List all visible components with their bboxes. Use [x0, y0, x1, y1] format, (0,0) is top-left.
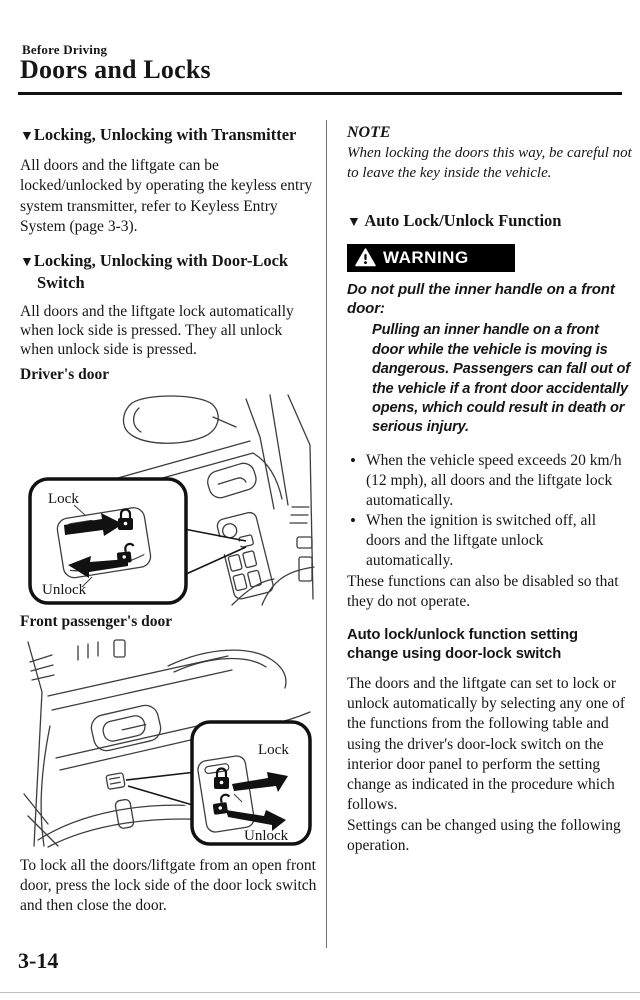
section-heading-text: Locking, Unlocking with Door-Lock Switch [33, 251, 289, 292]
bottom-rule [0, 992, 640, 993]
figure-lock-label: Lock [258, 741, 289, 758]
warning-triangle-icon [355, 248, 376, 267]
vent-slats [290, 507, 309, 523]
figure-lock-label: Lock [48, 490, 79, 507]
section-heading-text: Auto Lock/Unlock Function [364, 210, 562, 230]
mirror-outline [123, 396, 218, 443]
left-column [20, 124, 318, 930]
header-rule [18, 92, 622, 95]
section-marker-icon: ▼ [20, 129, 34, 144]
bullet-item: • When the ignition is switched off, all doors and the liftgate unlock automatically. [347, 511, 632, 571]
section-heading-auto-lock [347, 210, 632, 232]
bullet-item: • When the vehicle speed exceeds 20 km/h (12 mph), all doors and the liftgate lock automatically. [347, 451, 632, 511]
paragraph-lock-open-door: To lock all the doors/liftgate from an open front door, press the lock side of the door lock switch and then close the door. [20, 856, 317, 915]
drivers-door-illustration [20, 387, 318, 607]
door-handle [89, 703, 163, 753]
page-title: Doors and Locks [20, 55, 211, 84]
warning-lead: Do not pull the inner handle on a front door: [347, 280, 615, 317]
figure-caption-passengers-door: Front passenger's door [20, 612, 173, 630]
section-heading-text: Locking, Unlocking with Transmitter [33, 125, 297, 144]
passengers-door-illustration [20, 634, 318, 848]
warning-banner [347, 244, 515, 272]
figure-caption-drivers-door: Driver's door [20, 365, 110, 383]
section-marker-icon: ▼ [347, 214, 365, 230]
paragraph-door-lock-switch: All doors and the liftgate lock automatically when lock side is pressed. They all unlock when unlock side is pressed. [20, 303, 294, 358]
subheading-setting-change: Auto lock/unlock function setting change using door-lock switch [347, 627, 578, 663]
auto-lock-bullet-list [347, 451, 632, 572]
paragraph-disable-functions: These functions can also be disabled so that they do not operate. [347, 572, 619, 610]
section-heading-door-lock-switch [20, 250, 318, 293]
window-switch-panel [216, 511, 275, 600]
note-body: When locking the doors this way, be careful not to leave the key inside the vehicle. [347, 145, 632, 181]
figure-unlock-label: Unlock [42, 581, 87, 598]
column-divider [326, 120, 327, 948]
warning-body: Pulling an inner handle on a front door while the vehicle is moving is dangerous. Passengers can fall out of the vehicle if a front door accidentally opens, which could result in death or serious injury. [372, 322, 631, 436]
paragraph-transmitter: All doors and the liftgate can be locked/unlocked by operating the keyless entry system transmitter, refer to Keyless Entry System (page 3-3). [20, 156, 313, 235]
note-heading: NOTE [347, 124, 391, 141]
section-heading-transmitter [20, 124, 318, 146]
figure-unlock-label: Unlock [244, 827, 289, 844]
door-handle [205, 460, 259, 500]
paragraph-setting-change: The doors and the liftgate can set to lock or unlock automatically by selecting any one of the functions from the following table and using the driver's door-lock switch on the interior door panel to perform the setting change as indicated in the procedure which follows. [347, 674, 626, 814]
section-marker-icon: ▼ [20, 255, 34, 271]
door-lock-switch [106, 773, 125, 790]
right-column [347, 122, 632, 869]
page-number: 3-14 [18, 948, 59, 973]
vent-slats [30, 655, 54, 680]
warning-banner-label: WARNING [383, 247, 469, 267]
breadcrumb-chapter: Before Driving [22, 42, 108, 57]
paragraph-settings-operation: Settings can be changed using the following operation. [347, 816, 621, 854]
